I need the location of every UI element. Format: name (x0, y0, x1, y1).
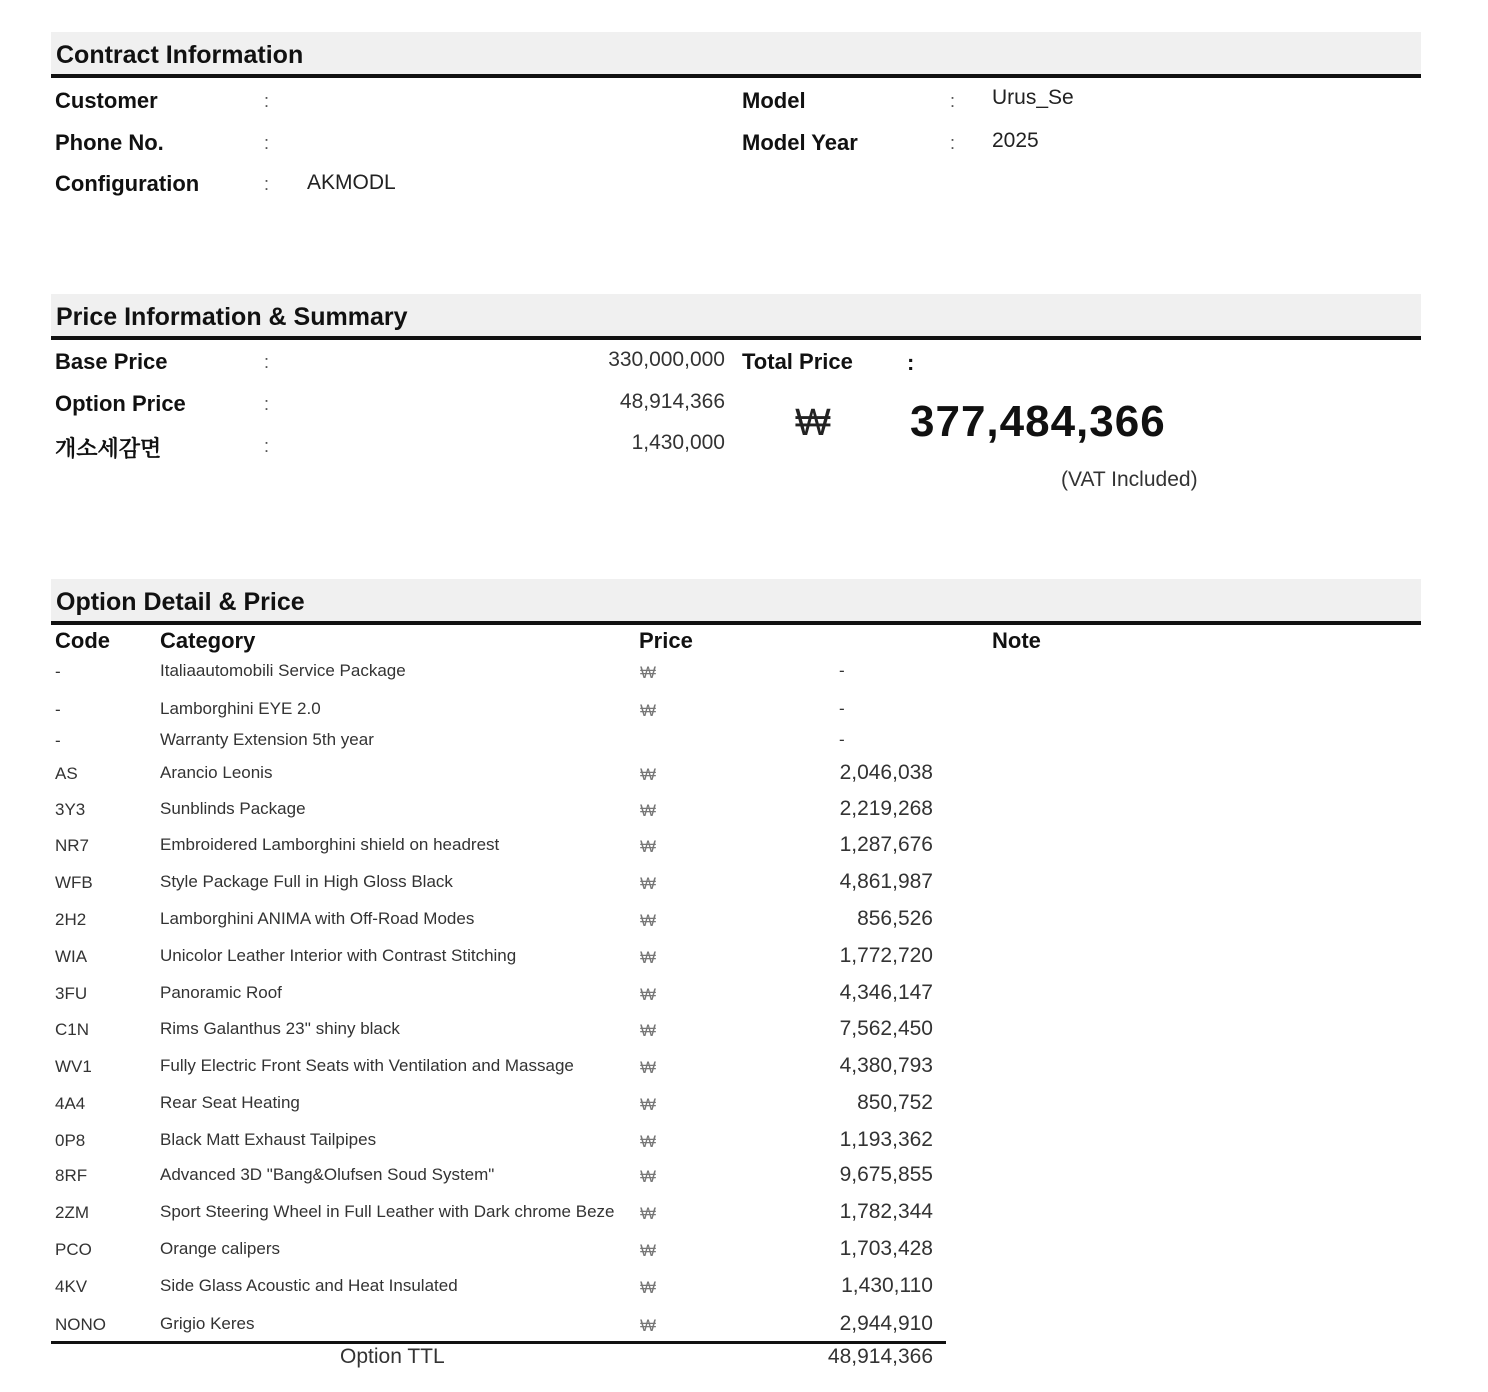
won-icon: ₩ (640, 911, 657, 930)
option-code: WFB (55, 873, 93, 892)
option-row (0, 1274, 1488, 1304)
option-code: - (55, 700, 61, 719)
option-code: AS (55, 764, 78, 783)
option-price: 4,380,793 (839, 1054, 933, 1077)
option-row (0, 833, 1488, 863)
option-section-title: Option Detail & Price (56, 588, 305, 616)
option-row (0, 761, 1488, 791)
option-price: 856,526 (857, 907, 933, 930)
option-code: C1N (55, 1020, 90, 1039)
contract-section-title: Contract Information (56, 41, 304, 69)
won-icon: ₩ (640, 948, 657, 967)
base-price-label: Base Price (55, 349, 168, 374)
option-price: 1,772,720 (839, 944, 933, 967)
won-icon: ₩ (640, 985, 657, 1004)
option-code: WV1 (55, 1057, 92, 1076)
won-icon: ₩ (640, 663, 657, 682)
won-icon: ₩ (640, 1095, 657, 1114)
model-label: Model (742, 88, 806, 113)
total-price-label: Total Price (742, 349, 853, 374)
won-icon: ₩ (640, 1167, 657, 1186)
option-price: 2,046,038 (839, 761, 933, 784)
tax-reduction-label: 개소세감면 (55, 436, 162, 461)
option-category: Side Glass Acoustic and Heat Insulated (160, 1276, 458, 1295)
base-price-colon: : (264, 352, 270, 372)
tax-reduction-value: 1,430,000 (631, 431, 725, 454)
option-category: Sport Steering Wheel in Full Leather with Dark chrome Beze (160, 1202, 615, 1221)
option-category: Black Matt Exhaust Tailpipes (160, 1130, 377, 1149)
contract-section-header (51, 32, 1421, 78)
option-category: Arancio Leonis (160, 763, 273, 782)
option-category: Lamborghini ANIMA with Off-Road Modes (160, 909, 475, 928)
option-code: - (55, 662, 61, 681)
won-icon: ₩ (640, 1132, 657, 1151)
option-category: Unicolor Leather Interior with Contrast Stitching (160, 946, 517, 965)
option-row (0, 1054, 1488, 1084)
option-total-label: Option TTL (340, 1345, 445, 1368)
base-price-value: 330,000,000 (608, 348, 725, 371)
option-code: 3FU (55, 984, 88, 1003)
option-price: 2,219,268 (839, 797, 933, 820)
option-price: 1,193,362 (839, 1128, 933, 1151)
option-section-header (51, 579, 1421, 625)
option-category: Sunblinds Package (160, 799, 306, 818)
option-row (0, 870, 1488, 900)
option-price-colon: : (264, 394, 270, 414)
option-price: 4,861,987 (839, 870, 933, 893)
won-icon: ₩ (640, 801, 657, 820)
option-price: 1,430,110 (841, 1274, 933, 1297)
option-category: Panoramic Roof (160, 983, 282, 1002)
option-row (0, 728, 1488, 758)
option-price: 7,562,450 (839, 1017, 933, 1040)
column-header-category: Category (160, 628, 256, 653)
model-colon: : (950, 91, 956, 111)
option-category: Embroidered Lamborghini shield on headrest (160, 835, 500, 854)
option-price-value: 48,914,366 (619, 390, 725, 413)
price-section-header (51, 294, 1421, 340)
option-category: Advanced 3D "Bang&Olufsen Soud System" (160, 1165, 495, 1184)
won-icon: ₩ (640, 874, 657, 893)
option-row (0, 981, 1488, 1011)
option-code: NONO (55, 1315, 106, 1334)
option-code: WIA (55, 947, 88, 966)
option-category: Rear Seat Heating (160, 1093, 300, 1112)
option-price: 9,675,855 (839, 1163, 933, 1186)
vat-note: (VAT Included) (1061, 468, 1198, 491)
option-total-rule (51, 1341, 946, 1344)
option-code: 4KV (55, 1277, 88, 1296)
option-row (0, 797, 1488, 827)
option-category: Lamborghini EYE 2.0 (160, 699, 321, 718)
won-icon: ₩ (640, 1278, 657, 1297)
option-code: 8RF (55, 1166, 88, 1185)
model-year-value: 2025 (992, 129, 1039, 152)
column-header-code: Code (55, 628, 110, 653)
customer-label: Customer (55, 88, 158, 113)
column-header-note: Note (992, 628, 1041, 653)
option-code: 3Y3 (55, 800, 86, 819)
option-code: 2H2 (55, 910, 87, 929)
option-row (0, 1017, 1488, 1047)
option-code: NR7 (55, 836, 90, 855)
won-icon: ₩ (640, 1058, 657, 1077)
option-category: Fully Electric Front Seats with Ventilation and Massage (160, 1056, 574, 1075)
option-category: Warranty Extension 5th year (160, 730, 374, 749)
configuration-value: AKMODL (307, 171, 396, 194)
option-row (0, 1312, 1488, 1342)
total-price-value: 377,484,366 (910, 397, 1166, 446)
option-category: Style Package Full in High Gloss Black (160, 872, 453, 891)
option-price: 4,346,147 (839, 981, 933, 1004)
phone-colon: : (264, 133, 270, 153)
option-row (0, 944, 1488, 974)
won-icon: ₩ (640, 1021, 657, 1040)
option-row (0, 659, 1488, 689)
configuration-colon: : (264, 174, 270, 194)
option-code: 2ZM (55, 1203, 89, 1222)
option-row (0, 1200, 1488, 1230)
option-code: - (55, 731, 61, 750)
model-year-colon: : (950, 133, 956, 153)
option-price-label: Option Price (55, 391, 186, 416)
option-row (0, 1237, 1488, 1267)
option-row (0, 1091, 1488, 1121)
option-code: PCO (55, 1240, 92, 1259)
won-icon: ₩ (640, 1316, 657, 1335)
model-value: Urus_Se (992, 86, 1074, 109)
option-category: Orange calipers (160, 1239, 281, 1258)
won-icon: ₩ (640, 1204, 657, 1223)
option-price: 850,752 (857, 1091, 933, 1114)
tax-reduction-colon: : (264, 436, 270, 456)
option-row (0, 697, 1488, 727)
configuration-label: Configuration (55, 171, 200, 196)
won-icon: ₩ (640, 1241, 657, 1260)
option-price: - (839, 699, 845, 718)
option-total-value: 48,914,366 (827, 1345, 933, 1368)
option-price: 1,703,428 (839, 1237, 933, 1260)
customer-colon: : (264, 91, 270, 111)
option-price: 2,944,910 (839, 1312, 933, 1335)
total-price-colon: : (907, 350, 915, 375)
won-currency-icon: ₩ (795, 402, 831, 444)
option-category: Rims Galanthus 23'' shiny black (160, 1019, 400, 1038)
option-row (0, 1128, 1488, 1158)
option-code: 0P8 (55, 1131, 86, 1150)
option-category: Italiaautomobili Service Package (160, 661, 406, 680)
option-category: Grigio Keres (160, 1314, 255, 1333)
option-price: 1,782,344 (839, 1200, 933, 1223)
won-icon: ₩ (640, 837, 657, 856)
model-year-label: Model Year (742, 130, 858, 155)
price-section-title: Price Information & Summary (56, 303, 408, 331)
column-header-price: Price (639, 628, 693, 653)
won-icon: ₩ (640, 701, 657, 720)
option-price: 1,287,676 (839, 833, 933, 856)
option-code: 4A4 (55, 1094, 86, 1113)
option-price: - (839, 661, 845, 680)
option-price: - (839, 730, 845, 749)
option-row (0, 1163, 1488, 1193)
phone-label: Phone No. (55, 130, 164, 155)
won-icon: ₩ (640, 765, 657, 784)
option-row (0, 907, 1488, 937)
